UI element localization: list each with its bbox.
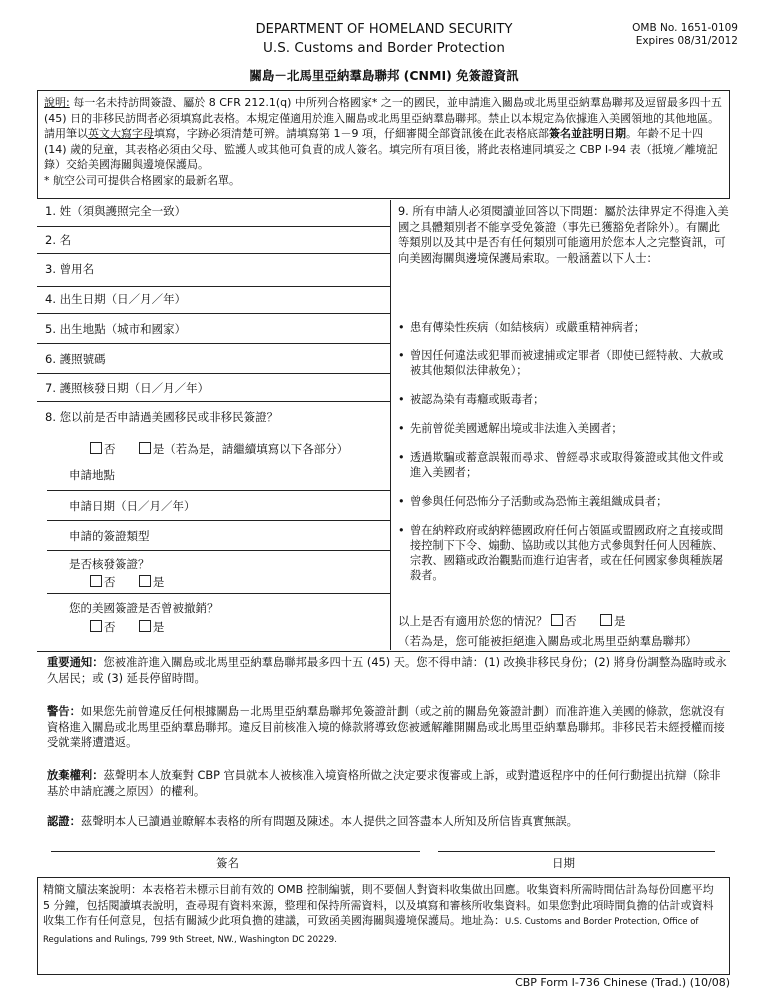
certification-notice (47, 814, 727, 830)
q8-yes-label: 是（若為是，請繼續填寫以下各部分） (152, 442, 349, 456)
q9-intro: 9. 所有申請人必須閱讀並回答以下問題：屬於法律界定不得進入美國之具體類別者不能享受免簽證（事先已獲豁免者除外）。有關此等類別以及其中是否有任何類別可能適用於您本人之完整資訊，可向美國海關與邊境保護局索取。一般涵蓋以下人士： (398, 205, 729, 265)
q9-item-disease: • 患有傳染性疾病（如結核病）或嚴重精神病者； (398, 320, 730, 335)
q9-item-arrest: • 曾因任何違法或犯罪而被逮捕或定罪者（即使已經特赦、大赦或被其他類似法律赦免）； (398, 348, 730, 378)
passport-issue-date-field[interactable] (37, 373, 390, 402)
application-place-label: 申請地點 (69, 468, 115, 482)
q8-no-label: 否 (104, 442, 116, 456)
given-name-label: 2. 名 (45, 233, 72, 247)
visa-revoked-yes-label: 是 (152, 620, 165, 634)
section-divider (37, 651, 730, 652)
visa-issued-no-checkbox[interactable] (90, 575, 102, 587)
omb-info (632, 22, 738, 48)
birth-date-label: 4. 出生日期（日／月／年） (45, 292, 187, 306)
visa-issued-question: 是否核發簽證？ (69, 557, 150, 571)
passport-number-label: 6. 護照號碼 (45, 352, 106, 366)
date-label: 日期 (552, 856, 575, 870)
important-notice-label: 重要通知： (47, 656, 104, 669)
instructions-note: * 航空公司可提供合格國家的最新名單。 (44, 173, 240, 187)
omb-number: OMB No. 1651-0109 (632, 22, 738, 34)
visa-revoked-no-label: 否 (104, 620, 116, 634)
warning-notice (47, 704, 727, 751)
agency-name: U.S. Customs and Border Protection (263, 40, 505, 56)
waiver-label: 放棄權利： (47, 769, 104, 782)
q9-item-terrorism: • 曾參與任何恐怖分子活動或為恐怖主義組織成員者； (398, 494, 730, 509)
q9-yes-checkbox[interactable] (600, 614, 612, 626)
q9-item-drugs: • 被認為染有毒癮或販毒者； (398, 392, 730, 407)
certification-text: 茲聲明本人已讀過並瞭解本表格的所有問題及陳述。本人提供之回答盡本人所知及所信皆真實無誤。 (80, 815, 578, 828)
q8-label: 8. 您以前是否申請過美國移民或非移民簽證？ (45, 410, 279, 424)
important-notice-text: 您被准許進入關島或北馬里亞納羣島聯邦最多四十五 (45) 天。您不得申請：(1) 改換非移民身份；(2) 將身份調整為臨時或永久居民；或 (3) 延長停留時間。 (47, 656, 727, 685)
q9-note: （若為是，您可能被拒絕進入關島或北馬里亞納羣島聯邦） (398, 634, 697, 648)
q9-item-fraud: • 透過欺騙或蓄意誤報而尋求、曾經尋求或取得簽證或其他文件或進入美國者； (398, 450, 730, 480)
department-name: DEPARTMENT OF HOMELAND SECURITY (255, 22, 513, 37)
signature-line[interactable] (51, 851, 420, 852)
divider (47, 593, 390, 594)
given-name-field[interactable] (37, 226, 390, 254)
visa-type-label: 申請的簽證類型 (69, 529, 150, 543)
q9-no-label: 否 (565, 614, 577, 628)
warning-text: 如果您先前曾違反任何根據關島－北馬里亞納羣島聯邦免簽證計劃（或之前的關島免簽證計劃）而准許進入美國的條款，您就沒有資格進入關島或北馬里亞納羣島聯邦。違反目前核准入境的條款將導致您被遞解離開關島或北馬里亞納羣島聯邦。非移民若未經授權而接受就業將遭遣返。 (47, 705, 725, 749)
surname-field[interactable] (37, 200, 390, 227)
q9-yes-label: 是 (613, 614, 626, 628)
application-date-label: 申請日期（日／月／年） (69, 499, 196, 513)
birth-place-field[interactable] (37, 313, 390, 344)
visa-issued-yes-checkbox[interactable] (139, 575, 151, 587)
q9-item-persecution: • 曾在納粹政府或納粹德國政府任何占領區或盟國政府之直接或間接控制下下令、煽動、協助或以其他方式參與對任何人因種族、宗教、國籍或政治觀點而進行迫害者，或在任何國家參與種族屠殺者。 (398, 523, 730, 583)
visa-revoked-no-checkbox[interactable] (90, 620, 102, 632)
instructions-label: 說明: (44, 96, 70, 109)
passport-issue-date-label: 7. 護照核發日期（日／月／年） (45, 381, 210, 395)
visa-revoked-yes-checkbox[interactable] (139, 620, 151, 632)
pra-address: U.S. Customs and Border Protection, Office of Regulations and Rulings, 799 9th Street, NW., Washington DC 20229. (43, 917, 699, 945)
visa-issued-options (90, 574, 164, 590)
q8-options (90, 441, 348, 457)
visa-issued-yes-label: 是 (152, 575, 165, 589)
visa-type-field[interactable] (47, 520, 390, 551)
q8-yes-checkbox[interactable] (139, 442, 151, 454)
q9-question-label: 以上是否有適用於您的情況？ (398, 614, 548, 628)
q9-no-checkbox[interactable] (551, 614, 563, 626)
q9-item-deported: • 先前曾從美國遞解出境或非法進入美國者； (398, 421, 730, 436)
paperwork-reduction-notice (37, 877, 730, 975)
pra-text: 精簡文牘法案說明：本表格若未標示目前有效的 OMB 控制編號，則不要個人對資料收集做出回應。收集資料所需時間估計為每份回應平均 5 分鐘，包括閱讀填表說明，查尋現有資料來源，整理和保持所需資料，以及填寫和審核所收集資料。如果您對此項時間負擔的估計或資料收集工作有任何意見，包括有關減少此項負擔的建議，可致函美國海關與邊境保護局。地址為： (43, 883, 714, 927)
former-name-label: 3. 曾用名 (45, 262, 95, 276)
form-number: CBP Form I-736 Chinese (Trad.) (10/08) (515, 976, 730, 989)
application-place-field[interactable] (47, 462, 390, 491)
instructions-text-2: 填寫，字跡必須清楚可辨。請填寫第 1－9 項，仔細審閱全部資訊後在此表格底部 (154, 127, 549, 140)
column-divider (390, 200, 391, 650)
waiver-notice (47, 768, 727, 799)
q8-no-checkbox[interactable] (90, 442, 102, 454)
passport-number-field[interactable] (37, 343, 390, 374)
instructions-text-1: 每一名未持訪問簽證、屬於 8 CFR 212.1(q) 中所列合格國家* 之一的國民，並申請進入關島或北馬里亞納羣島聯邦及逗留最多四十五 (45) 日的非移民訪問者必須填寫此表格。本規定僅適用於進入關島或北馬里亞納羣島聯邦。禁止以本規定為依據進入美國領地的其他地區。請用筆以 (44, 96, 722, 140)
visa-issued-no-label: 否 (104, 575, 116, 589)
important-notice (47, 655, 727, 686)
visa-revoked-question: 您的美國簽證是否曾被撤銷？ (69, 601, 219, 615)
date-line[interactable] (438, 851, 715, 852)
certification-label: 認證： (47, 815, 81, 828)
expiration-date: Expires 08/31/2012 (635, 35, 738, 47)
visa-revoked-options (90, 619, 164, 635)
q9-question (398, 613, 625, 629)
instructions-box (37, 90, 730, 199)
instructions-underline: 英文大寫字母 (88, 127, 154, 140)
form-title: 關島－北馬里亞納羣島聯邦 (CNMI) 免簽證資訊 (249, 68, 519, 83)
instructions-bold: 簽名並註明日期 (549, 127, 626, 140)
instructions-text-3: 。年齡不足十四 (14) 歲的兒童，其表格必須由父母、監護人或其他可負責的成人簽名。填完所有項目後，將此表格連同填妥之 CBP I-94 表（抵境／離境記錄）交給美國海關與邊境保護局。 (44, 127, 718, 171)
birth-place-label: 5. 出生地點（城市和國家） (45, 322, 187, 336)
waiver-text: 茲聲明本人放棄對 CBP 官員就本人被核准入境資格所做之決定要求復審或上訴，或對遣返程序中的任何行動提出抗辯（除非基於申請庇護之原因）的權利。 (47, 769, 721, 798)
surname-label: 1. 姓（須與護照完全一致） (45, 204, 187, 218)
application-date-field[interactable] (47, 490, 390, 521)
birth-date-field[interactable] (37, 286, 390, 314)
former-name-field[interactable] (37, 253, 390, 287)
warning-label: 警告： (47, 705, 81, 718)
signature-label: 簽名 (216, 856, 239, 870)
